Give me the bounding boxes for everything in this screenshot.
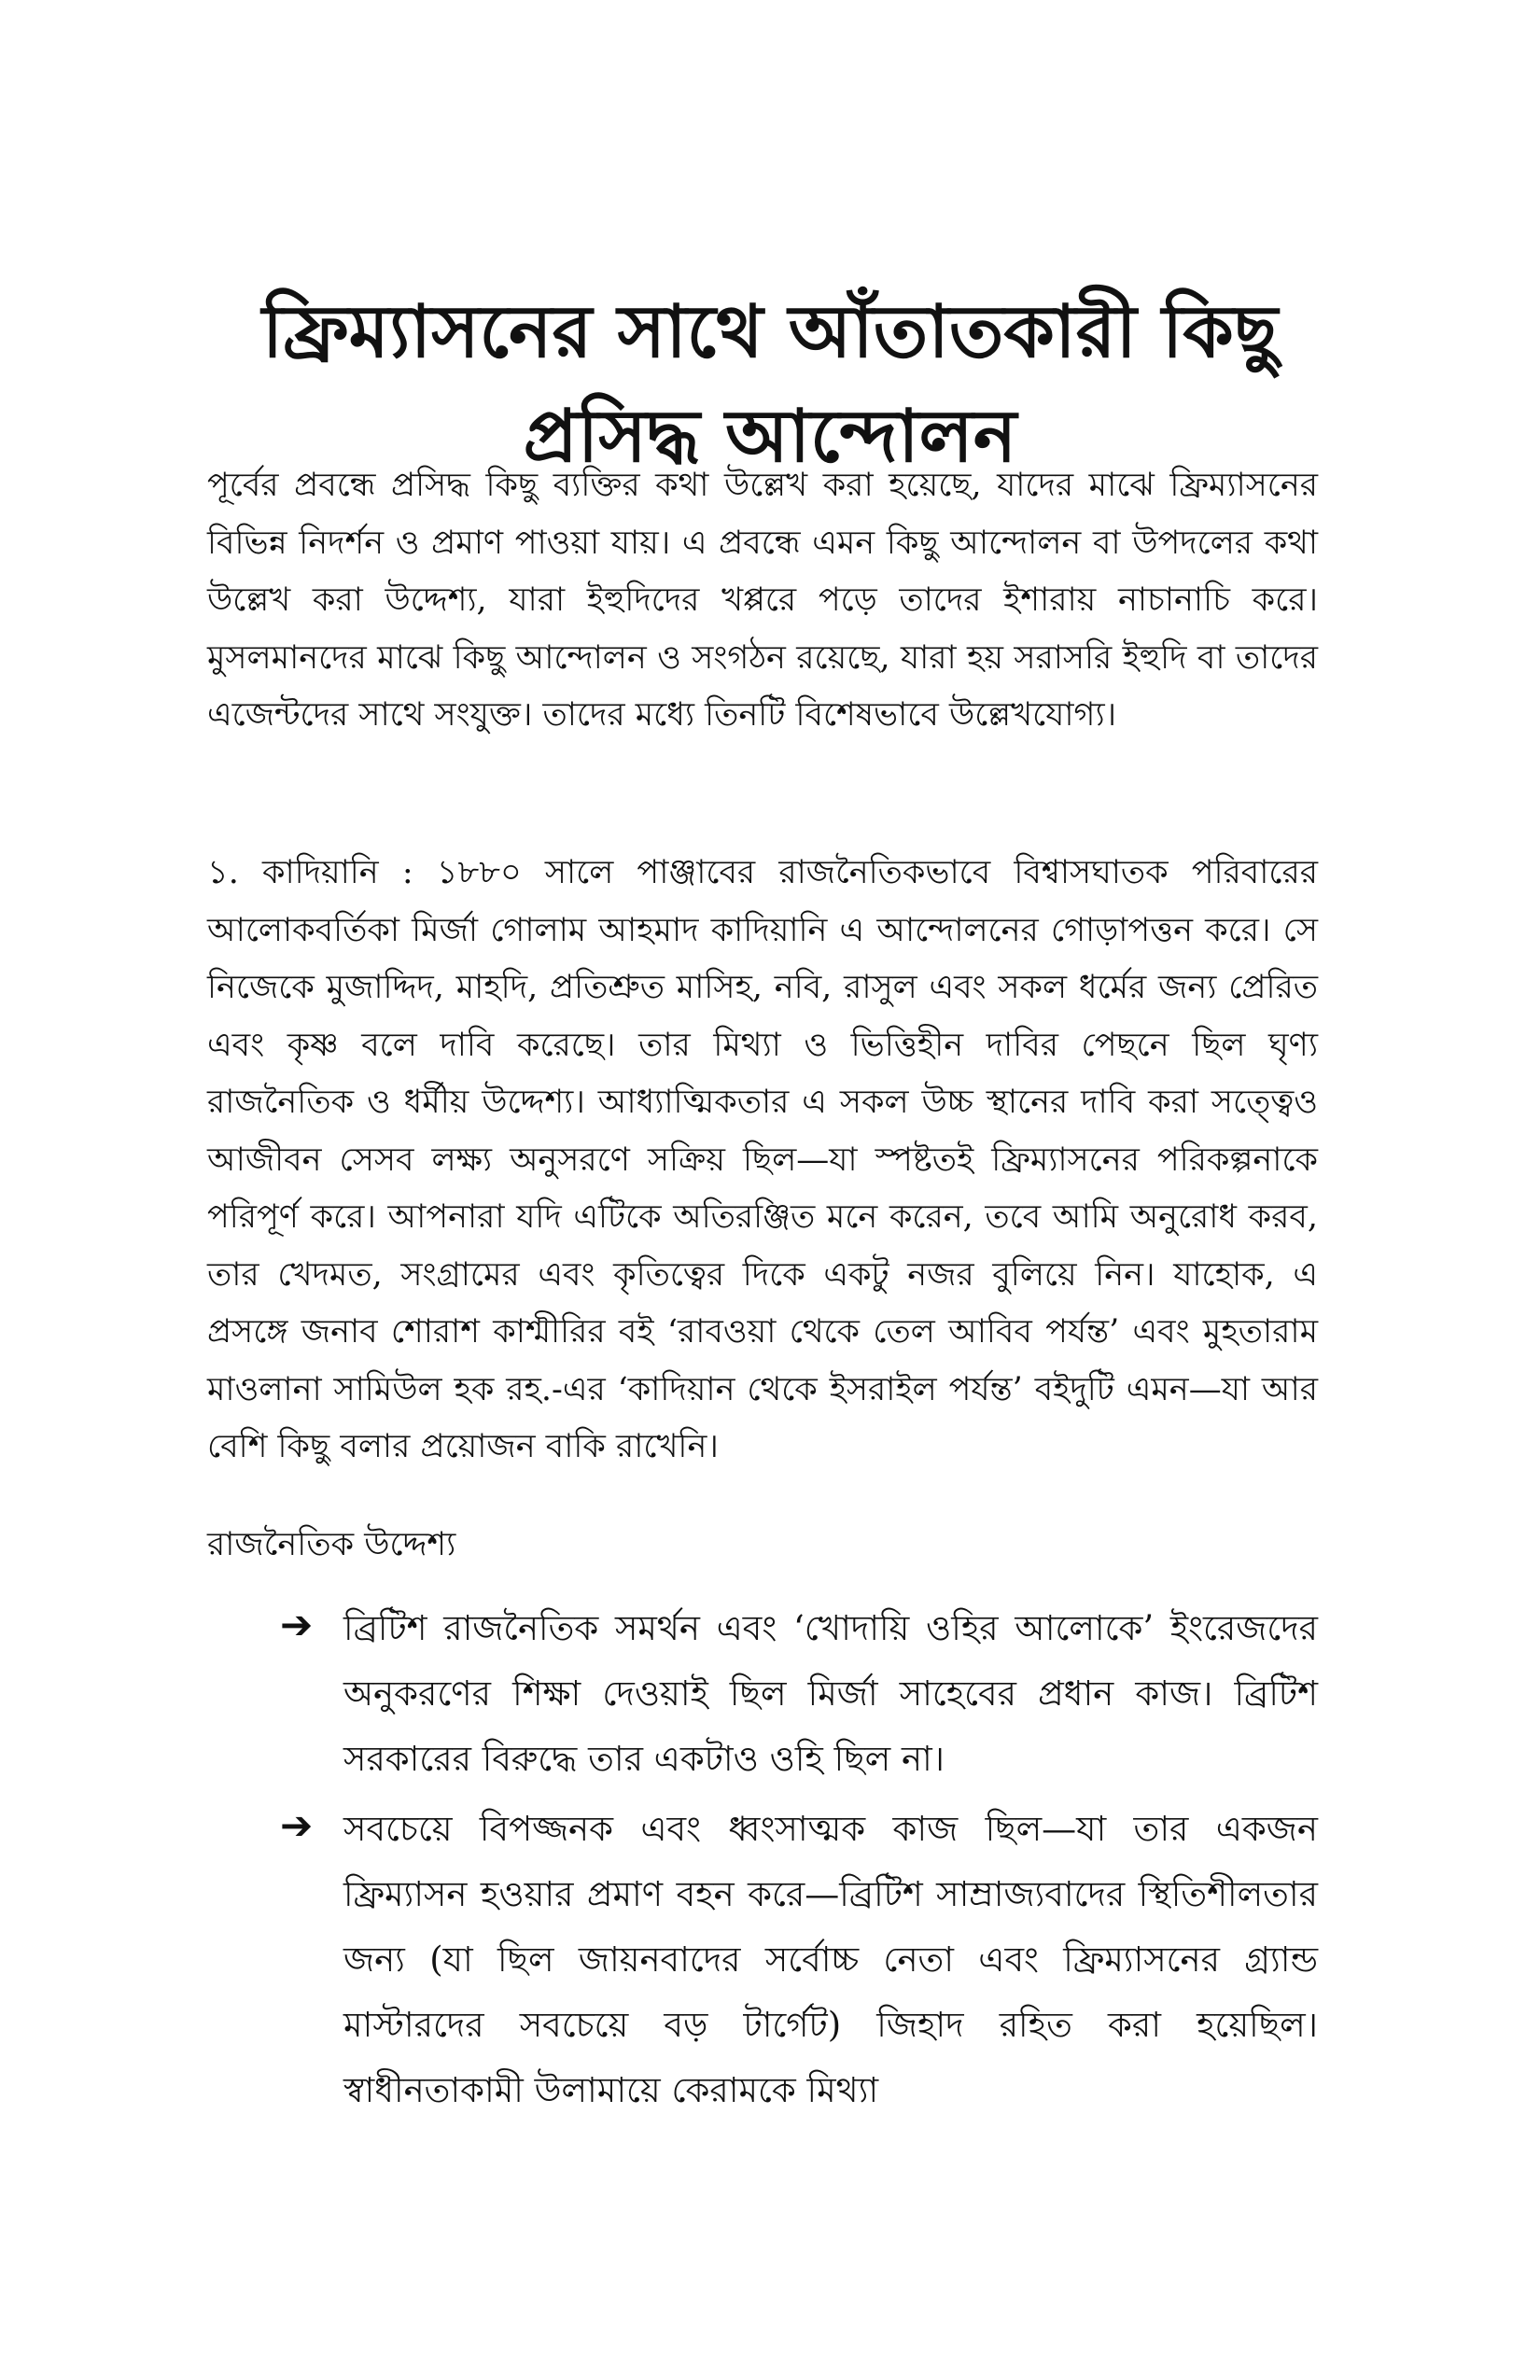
title-line-1: ফ্রিম্যাসনের সাথে আঁতাতকারী কিছু <box>261 290 1279 374</box>
bullet-item <box>280 1596 1318 1792</box>
arrow-right-icon: ➔ <box>280 1802 314 1848</box>
arrow-right-icon: ➔ <box>280 1602 314 1647</box>
section-subheading: রাজনৈতিক উদ্দেশ্য <box>207 1526 456 1563</box>
intro-paragraph: পূর্বের প্রবন্ধে প্রসিদ্ধ কিছু ব্যক্তির কথা উল্লেখ করা হয়েছে, যাদের মাঝে ফ্রিম্যাসনের বিভিন্ন নিদর্শন ও প্রমাণ পাওয়া যায়। এ প্রবন্ধে এমন কিছু আন্দোলন বা উপদলের কথা উল্লেখ করা উদ্দেশ্য, যারা ইহুদিদের খপ্পরে পড়ে তাদের ইশারায় নাচানাচি করে। মুসলমানদের মাঝে কিছু আন্দোলন ও সংগঠন রয়েছে, যারা হয় সরাসরি ইহুদি বা তাদের এজেন্টদের সাথে সংযুক্ত। তাদের মধ্যে তিনটি বিশেষভাবে উল্লেখযোগ্য। <box>207 467 1318 734</box>
bullet-item <box>280 1797 1318 2123</box>
bullet-text: ব্রিটিশ রাজনৈতিক সমর্থন এবং ‘খোদায়ি ওহির আলোকে’ ইংরেজদের অনুকরণের শিক্ষা দেওয়াই ছিল মির্জা সাহেবের প্রধান কাজ। ব্রিটিশ সরকারের বিরুদ্ধে তার একটাও ওহি ছিল না। <box>343 1608 1318 1779</box>
qadiani-paragraph: ১. কাদিয়ানি : ১৮৮০ সালে পাঞ্জাবের রাজনৈতিকভাবে বিশ্বাসঘাতক পরিবারের আলোকবর্তিকা মির্জা গোলাম আহমাদ কাদিয়ানি এ আন্দোলনের গোড়াপত্তন করে। সে নিজেকে মুজাদ্দিদ, মাহদি, প্রতিশ্রুত মাসিহ, নবি, রাসুল এবং সকল ধর্মের জন্য প্রেরিত এবং কৃষ্ণ বলে দাবি করেছে। তার মিথ্যা ও ভিত্তিহীন দাবির পেছনে ছিল ঘৃণ্য রাজনৈতিক ও ধর্মীয় উদ্দেশ্য। আধ্যাত্মিকতার এ সকল উচ্চ স্থানের দাবি করা সত্ত্বেও আজীবন সেসব লক্ষ্য অনুসরণে সক্রিয় ছিল—যা স্পষ্টতই ফ্রিম্যাসনের পরিকল্পনাকে পরিপূর্ণ করে। আপনারা যদি এটিকে অতিরঞ্জিত মনে করেন, তবে আমি অনুরোধ করব, তার খেদমত, সংগ্রামের এবং কৃতিত্বের দিকে একটু নজর বুলিয়ে নিন। যাহোক, এ প্রসঙ্গে জনাব শোরাশ কাশ্মীরির বই ‘রাবওয়া থেকে তেল আবিব পর্যন্ত’ এবং মুহতারাম মাওলানা সামিউল হক রহ.-এর ‘কাদিয়ান থেকে ইসরাইল পর্যন্ত’ বইদুটি এমন—যা আর বেশি কিছু বলার প্রয়োজন বাকি রাখেনি। <box>207 854 1318 1465</box>
title-line-2: প্রসিদ্ধ আন্দোলন <box>523 395 1017 479</box>
bullet-text: সবচেয়ে বিপজ্জনক এবং ধ্বংসাত্মক কাজ ছিল—যা তার একজন ফ্রিম্যাসন হওয়ার প্রমাণ বহন করে—ব্রিটিশ সাম্রাজ্যবাদের স্থিতিশীলতার জন্য (যা ছিল জায়নবাদের সর্বোচ্চ নেতা এবং ফ্রিম্যাসনের গ্র্যান্ড মাস্টারদের সবচেয়ে বড় টার্গেট) জিহাদ রহিত করা হয়েছিল। স্বাধীনতাকামী উলামায়ে কেরামকে মিথ্যা <box>343 1809 1318 2110</box>
